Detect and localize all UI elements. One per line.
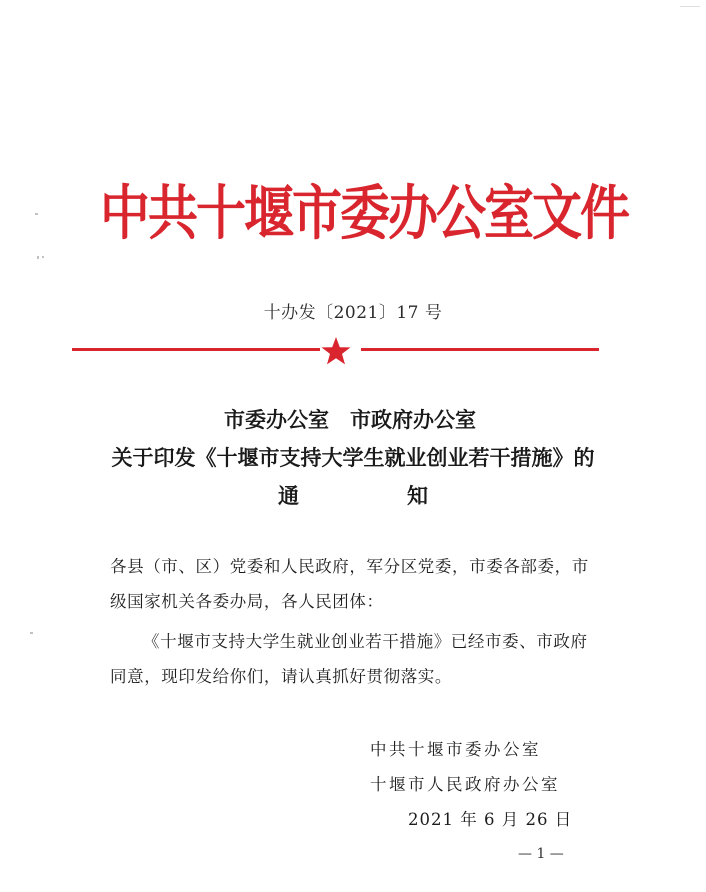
red-rule-right (361, 348, 599, 351)
document-number: 十办发〔2021〕17 号 (263, 303, 443, 323)
recipients-line-2: 级国家机关各委办局，各人民团体： (110, 592, 384, 611)
document-header-title: 中共十堰市委办公室文件 (100, 179, 628, 248)
content-line-2: 同意，现印发给你们，请认真抓好贯彻落实。 (110, 667, 452, 686)
red-rule-left (72, 348, 320, 351)
scan-speck (37, 256, 39, 259)
scan-speck (30, 632, 33, 634)
notice-title-line-3 (0, 480, 706, 510)
notice-title-line-2: 关于印发《十堰市支持大学生就业创业若干措施》的 (111, 445, 595, 470)
scan-speck (680, 6, 700, 7)
scan-speck (42, 256, 44, 258)
signature-date: 2021 年 6 月 26 日 (408, 810, 573, 829)
notice-title-char-zhi: 知 (407, 483, 428, 508)
recipients-line-1: 各县（市、区）党委和人民政府，军分区党委，市委各部委，市 (110, 557, 589, 576)
notice-title-line-1: 市委办公室 市政府办公室 (224, 407, 476, 432)
notice-title-char-tong: 通 (278, 483, 299, 508)
content-line-1: 《十堰市支持大学生就业创业若干措施》已经市委、市政府 (143, 632, 588, 651)
scan-speck (35, 213, 38, 215)
page-number: — 1 — (518, 846, 564, 862)
signature-org-1: 中共十堰市委办公室 (370, 740, 541, 759)
signature-org-2: 十堰市人民政府办公室 (370, 775, 560, 794)
star-icon (320, 335, 352, 367)
